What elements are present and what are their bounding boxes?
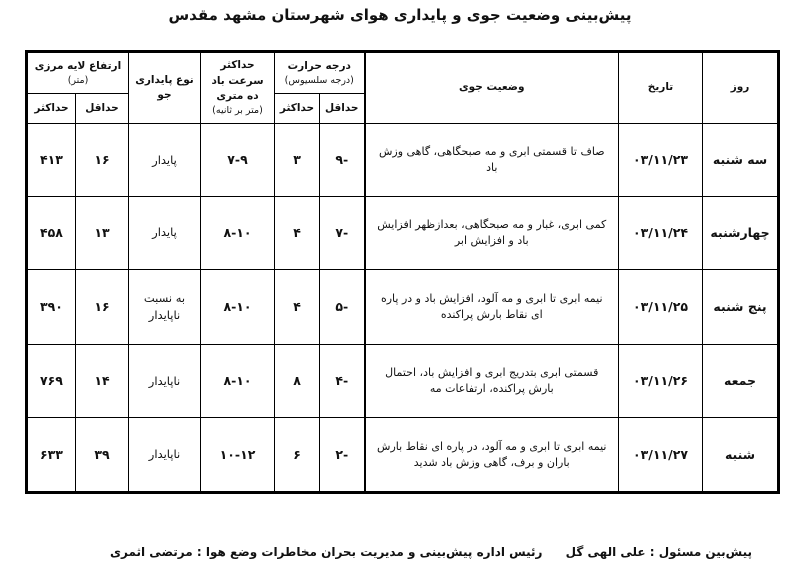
table-row <box>27 269 779 345</box>
row-mix-min: ۳۹ <box>76 418 129 493</box>
row-temp-min: -۵ <box>320 269 365 345</box>
row-mix-max: ۳۹۰ <box>27 269 76 345</box>
row-weather: قسمتی ابری بتدریج ابری و افزایش باد، احتمال بارش پراکنده، ارتفاعات مه <box>365 345 619 418</box>
header-temp: درجه حرارت (درجه سلسیوس) <box>275 52 365 94</box>
row-temp-max: ۶ <box>275 418 320 493</box>
header-temp-min: حداقل <box>320 94 365 124</box>
row-date: ۰۳/۱۱/۲۴ <box>619 196 703 269</box>
header-wind-unit: (متر بر ثانیه) <box>212 104 263 116</box>
row-mix-max: ۷۶۹ <box>27 345 76 418</box>
row-temp-min: -۹ <box>320 124 365 197</box>
row-stability: ناپایدار <box>129 345 201 418</box>
row-mix-min: ۱۶ <box>76 269 129 345</box>
header-mix-min: حداقل <box>76 94 129 124</box>
header-wind: حداکثر سرعت باد ده متری (متر بر ثانیه) <box>201 52 275 124</box>
header-mixing-unit: (متر) <box>67 74 89 86</box>
row-weather: صاف تا قسمتی ابری و مه صبحگاهی، گاهی وزش باد <box>365 124 619 197</box>
row-wind: ۸-۱۰ <box>201 196 275 269</box>
header-temp-max: حداکثر <box>275 94 320 124</box>
row-stability: پایدار <box>129 196 201 269</box>
row-mix-min: ۱۶ <box>76 124 129 197</box>
header-date: تاریخ <box>619 52 703 124</box>
row-temp-min: -۴ <box>320 345 365 418</box>
table-row <box>27 345 779 418</box>
document-title: پیش‌بینی وضعیت جوی و پایداری هوای شهرستان مشهد مقدس <box>168 6 632 24</box>
header-day: روز <box>703 52 779 124</box>
row-stability: ناپایدار <box>129 418 201 493</box>
row-day: جمعه <box>703 345 779 418</box>
row-day: شنبه <box>703 418 779 493</box>
row-mix-max: ۴۱۳ <box>27 124 76 197</box>
row-day: چهارشنبه <box>703 196 779 269</box>
row-temp-max: ۳ <box>275 124 320 197</box>
table-row <box>27 196 779 269</box>
row-weather: کمی ابری، غبار و مه صبحگاهی، بعدازظهر افزایش باد و افزایش ابر <box>365 196 619 269</box>
row-date: ۰۳/۱۱/۲۵ <box>619 269 703 345</box>
row-mix-max: ۶۳۳ <box>27 418 76 493</box>
row-wind: ۸-۱۰ <box>201 345 275 418</box>
row-mix-min: ۱۴ <box>76 345 129 418</box>
forecast-table <box>25 50 780 494</box>
header-mixing: ارتفاع لایه مرزی (متر) <box>27 52 129 94</box>
row-date: ۰۳/۱۱/۲۶ <box>619 345 703 418</box>
row-temp-min: -۲ <box>320 418 365 493</box>
row-wind: ۷-۹ <box>201 124 275 197</box>
row-temp-max: ۸ <box>275 345 320 418</box>
department-head-credit: رئیس اداره پیش‌بینی و مدیریت بحران مخاطرات وضع هوا : مرتضی اثمری <box>110 545 543 559</box>
header-weather: وضعیت جوی <box>365 52 619 124</box>
row-temp-max: ۴ <box>275 196 320 269</box>
signature-footer <box>0 545 800 565</box>
row-weather: نیمه ابری تا ابری و مه آلود، در پاره ای نقاط بارش باران و برف، گاهی وزش باد شدید <box>365 418 619 493</box>
row-stability: پایدار <box>129 124 201 197</box>
table-row <box>27 418 779 493</box>
row-temp-max: ۴ <box>275 269 320 345</box>
header-temp-unit: (درجه سلسیوس) <box>284 74 354 86</box>
row-wind: ۱۰-۱۲ <box>201 418 275 493</box>
row-wind: ۸-۱۰ <box>201 269 275 345</box>
row-date: ۰۳/۱۱/۲۷ <box>619 418 703 493</box>
row-stability: به نسبت ناپایدار <box>129 269 201 345</box>
table-row <box>27 124 779 197</box>
row-day: پنج شنبه <box>703 269 779 345</box>
row-day: سه شنبه <box>703 124 779 197</box>
row-date: ۰۳/۱۱/۲۳ <box>619 124 703 197</box>
forecaster-credit: پیش‌بین مسئول : علی الهی گل <box>565 545 752 559</box>
row-mix-min: ۱۳ <box>76 196 129 269</box>
header-stability: نوع پایداری جو <box>129 52 201 124</box>
row-temp-min: -۷ <box>320 196 365 269</box>
row-weather: نیمه ابری تا ابری و مه آلود، افزایش باد و در پاره ای نقاط بارش پراکنده <box>365 269 619 345</box>
row-mix-max: ۴۵۸ <box>27 196 76 269</box>
header-mix-max: حداکثر <box>27 94 76 124</box>
